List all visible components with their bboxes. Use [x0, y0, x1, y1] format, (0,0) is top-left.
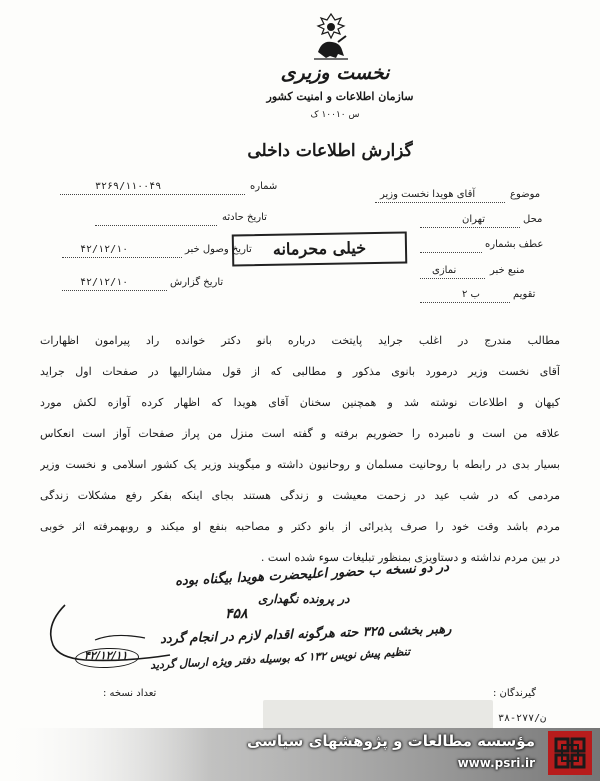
report-date-value: ۴۲/۱۲/۱۰: [80, 277, 129, 288]
body-line: در بین مردم نداشته و دستاویزی بمنظور تبلیغات سوء شده است .: [260, 551, 560, 564]
number-dots: [60, 194, 245, 195]
copies-label: تعداد نسخه :: [103, 688, 157, 699]
source-dots: [420, 278, 485, 279]
number-value: ۳۲۶۹/۱۱۰۰۴۹: [95, 181, 162, 192]
redacted-area: [263, 700, 493, 730]
subject-dots: [375, 202, 505, 203]
body-line: کیهان و اطلاعات نوشته شد و همچنین سخنان آقای هویدا که اظهار کرده آوازه لکش مورد: [40, 396, 560, 409]
handwritten-note-1: در دو نسخه ب حضور اعلیحضرت هویدا بیگناه بوده: [174, 559, 450, 590]
body-line: آقای نخست وزیر درمورد بانوی مذکور و مطالبی که از قول مشارالیها در صفحات اول جراید: [40, 365, 560, 378]
organization-name: سازمان اطلاعات و امنیت کشور: [266, 90, 414, 103]
body-line: بسیار بدی در رابطه با روحانیت مسلمان و روحانیون داشته و میگویند وزیر یک کشور اسلامی و نخست وزیر: [40, 458, 560, 471]
institute-logo-icon: [548, 731, 592, 775]
received-date-dots: [62, 257, 182, 258]
institute-name: مؤسسه مطالعات و پژوهشهای سیاسی: [246, 732, 535, 750]
received-date-label: تاریخ وصول خبر: [185, 244, 252, 255]
location-value: تهران: [462, 214, 486, 225]
source-label: منبع خبر: [490, 265, 525, 276]
handwritten-note-3: رهبر بخشی ۳۲۵ حته هرگونه اقدام لازم در انجام گردد: [159, 621, 452, 648]
report-date-label: تاریخ گزارش: [170, 277, 224, 288]
source-value: نمازی: [432, 265, 457, 276]
document-code: س ۱۰۰۱۰ ک: [310, 110, 360, 120]
incident-date-dots: [95, 225, 217, 226]
rating-value: ب ۲: [462, 289, 480, 300]
document-reference: ۳۸-۲۷۷/ن: [498, 713, 547, 724]
report-title: گزارش اطلاعات داخلی: [247, 141, 413, 161]
handwritten-number: ۴۵۸: [225, 606, 248, 622]
lion-and-sun-emblem-icon: [308, 12, 354, 62]
body-line: مطالب مندرج در اغلب جراید پایتخت درباره بانو دکتر خوانده راد پیرامون اظهارات: [40, 334, 560, 347]
location-dots: [420, 227, 520, 228]
report-date-dots: [62, 290, 167, 291]
rating-label: تقویم: [513, 289, 536, 300]
body-line: مردم باشد وقت خود را صرف پذیرائی از بانو دکتر و مصاحبه بنفع او میکند و روبهمرفته اثر خوبی: [40, 520, 560, 533]
handwritten-note-2: در پرونده نگهداری: [258, 592, 350, 606]
handwritten-note-4: تنظیم پیش نویس ۱۳۲ که بوسیله دفتر ویژه ارسال گردید: [149, 645, 411, 672]
institute-url: www.psri.ir: [457, 756, 535, 770]
reference-dots: [420, 252, 482, 253]
classification-stamp: خیلی محرمانه: [232, 231, 408, 266]
rating-dots: [420, 302, 510, 303]
ministry-name: نخست وزیری: [280, 62, 390, 84]
subject-label: موضوع: [510, 189, 541, 200]
handwritten-date: ۴۲/۱۲/۱۱: [84, 649, 128, 662]
recipients-label: گیرندگان :: [493, 688, 537, 699]
received-date-value: ۴۲/۱۲/۱۰: [80, 244, 129, 255]
body-line: مردمی که در شب عید در زحمت معیشت و زندگی هستند بجای اینکه بفکر رفع مشکلات زندگی: [40, 489, 560, 502]
number-label: شماره: [250, 181, 278, 192]
body-line: علاقه من است و نامبرده را حضوریم برفته و گفته است منزل من پراز صفحات آواز است انعکاس: [40, 427, 560, 440]
report-body: [40, 325, 560, 573]
location-label: محل: [523, 214, 543, 225]
incident-date-label: تاریخ حادثه: [222, 212, 267, 223]
subject-value: آقای هویدا نخست وزیر: [380, 189, 476, 200]
reference-label: عطف بشماره: [485, 239, 544, 250]
